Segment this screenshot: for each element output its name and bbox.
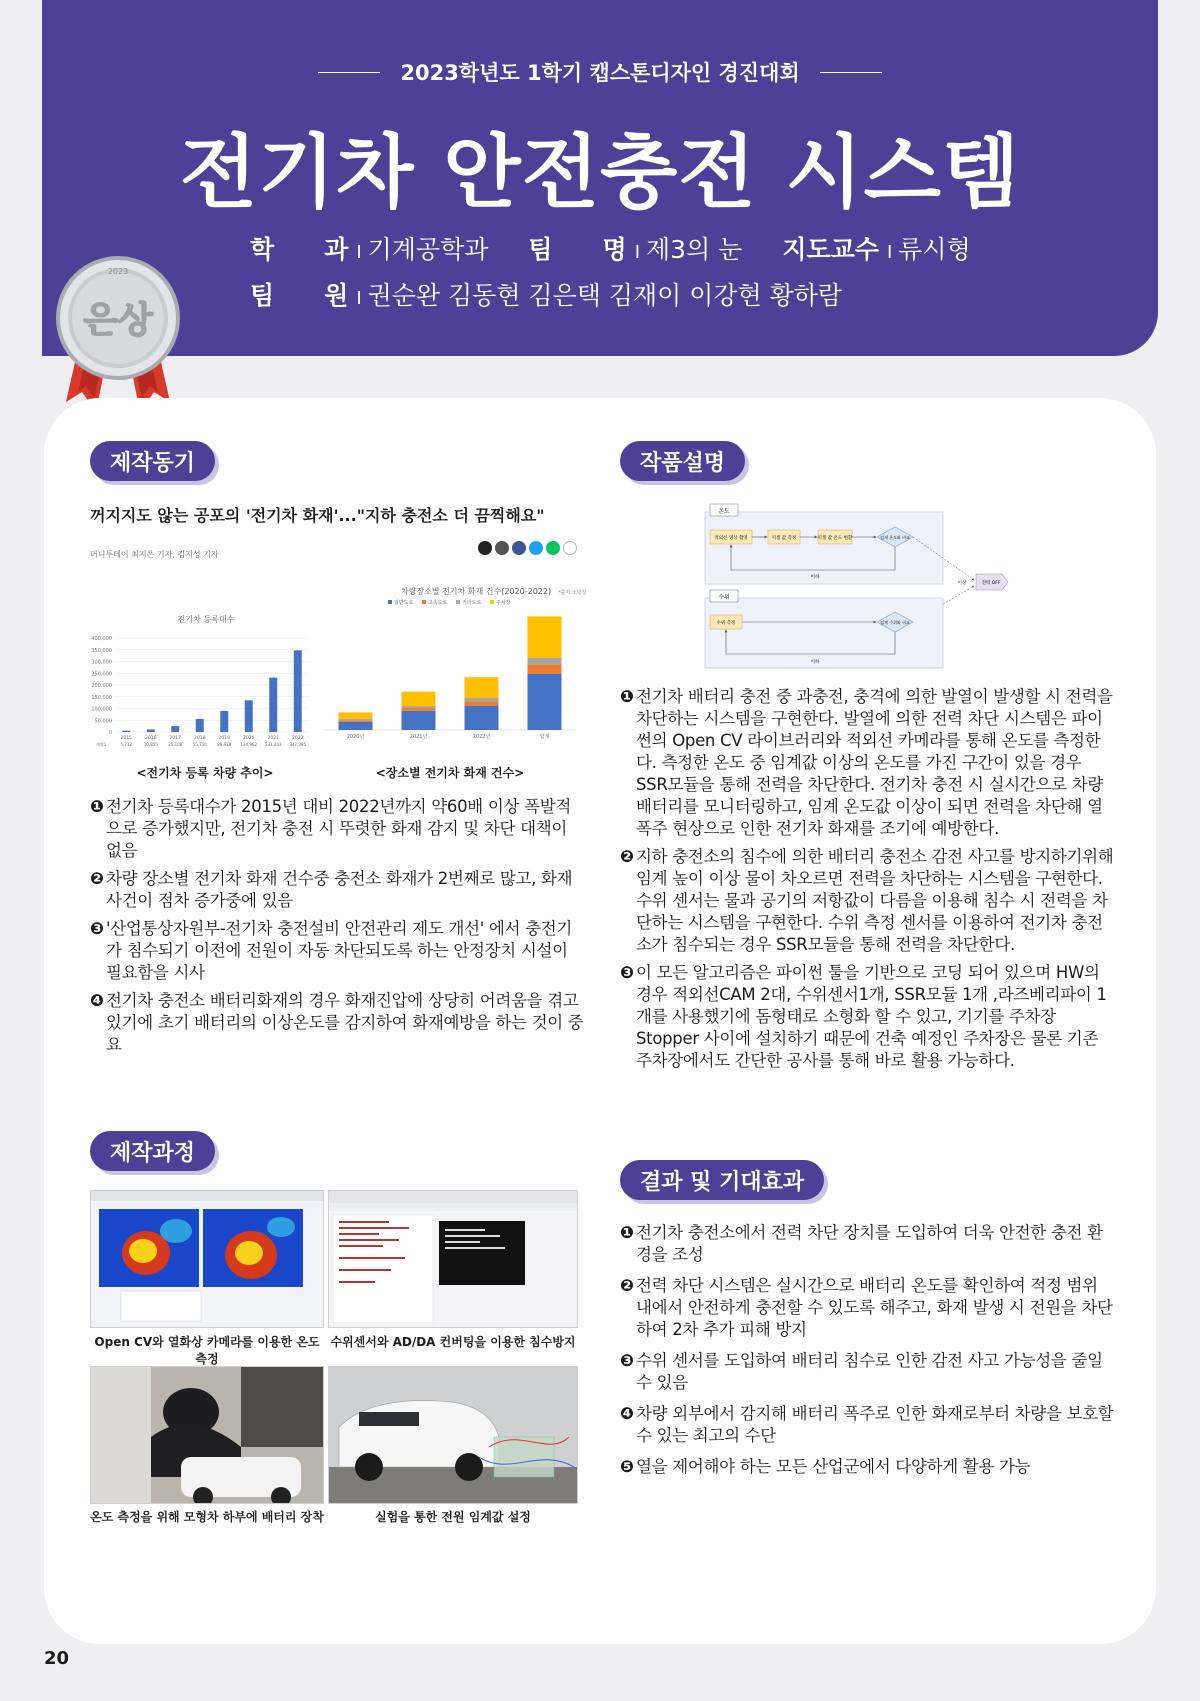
section-motivation-title: 제작동기 xyxy=(90,441,215,481)
y-tick-label: 300,000 xyxy=(91,659,112,666)
x-tick-label: 2021년 xyxy=(409,734,428,740)
x-tick-label: 2017 xyxy=(169,736,181,741)
advisor-value: 류시형 xyxy=(898,235,971,264)
stacked-bar-segment xyxy=(339,719,373,721)
stacked-bar-segment xyxy=(402,711,436,730)
x-tick-label: 2020년 xyxy=(346,734,365,740)
legend-swatch xyxy=(422,600,426,604)
motivation-item: ❶ 전기차 등록대수가 2015년 대비 2022년까지 약60배 이상 폭발적 으로 증가했지만, 전기차 충전 시 뚜렷한 화재 감지 및 차단 대책이 없음 xyxy=(90,797,572,860)
chart1-title: 전기차 등록대수 xyxy=(177,615,235,624)
results-item: ❷ 전력 차단 시스템은 실시간으로 배터리 온도를 확인하여 적정 범위 내에서 안전하게 충전할 수 있도록 해주고, 화재 발생 시 전원을 차단하여 2차 추가 피해 방지 xyxy=(620,1276,1113,1339)
svg-text:온도: 온도 xyxy=(718,508,730,515)
results-item: ❺ 열을 제어해야 하는 모든 산업군에서 다양하게 활용 가능 xyxy=(620,1457,1031,1476)
svg-text:임계 수위와 비교: 임계 수위와 비교 xyxy=(880,620,910,625)
members-label: 팀 원 xyxy=(250,281,349,310)
stacked-bar-segment xyxy=(465,701,499,706)
process-caption: 실험을 통한 전원 임계값 설정 xyxy=(375,1510,531,1524)
share-icons xyxy=(478,541,577,555)
data-label: 347,395 xyxy=(289,742,307,747)
data-label: 89,918 xyxy=(217,742,232,747)
results-item: ❹ 차량 외부에서 감지해 배터리 폭주로 인한 화재로부터 차량을 보호할 수 있는 최고의 수단 xyxy=(620,1404,1114,1445)
x-tick-label: 2020 xyxy=(243,736,255,741)
data-label: 55,756 xyxy=(192,742,207,747)
twitter-icon xyxy=(529,541,543,555)
svg-text:픽셀 값 온도 변환: 픽셀 값 온도 변환 xyxy=(817,536,853,541)
team-value: 제3의 눈 xyxy=(646,235,743,264)
y-tick-label: 350,000 xyxy=(91,647,112,654)
motivation-item: ❸ '산업통상자원부-전기차 충전설비 안전관리 제도 개선' 에서 충전기가 침수되기 이전에 전원이 자동 차단되도록 하는 안정장치 시설이 필요함을 시사 xyxy=(90,919,573,982)
description-list xyxy=(620,686,1114,1078)
news-charts xyxy=(88,580,590,750)
chart2-title: 차량장소별 전기차 화재 건수(2020-2022) xyxy=(400,587,552,596)
stacked-bar-segment xyxy=(465,698,499,701)
y-tick-label: 400,000 xyxy=(91,636,112,642)
news-headline: 꺼지지도 않는 공포의 '전기차 화재'..."지하 충전소 더 끔찍해요" xyxy=(90,506,545,525)
chart2-caption: <장소별 전기차 화재 건수> xyxy=(375,766,525,780)
stacked-bar-segment xyxy=(402,706,436,708)
svg-text:이상: 이상 xyxy=(957,581,967,586)
legend-swatch xyxy=(388,600,392,604)
x-tick-label: 2022 xyxy=(292,736,304,741)
silver-medal-icon xyxy=(52,252,184,416)
svg-text:적외선 영상 촬영: 적외선 영상 촬영 xyxy=(714,536,748,541)
svg-text:이하: 이하 xyxy=(810,575,820,580)
facebook-icon xyxy=(512,541,526,555)
results-item: ❶ 전기차 충전소에서 전력 차단 장치를 도입하여 더욱 안전한 충전 환경을 조성 xyxy=(620,1223,1103,1264)
x-tick-label: 2016 xyxy=(145,736,157,741)
bar xyxy=(196,719,204,732)
chart1-caption: <전기차 등록 차량 추이> xyxy=(136,766,274,780)
process-caption: 온도 측정을 위해 모형차 하부에 배터리 장착 xyxy=(90,1510,324,1524)
svg-text:2023: 2023 xyxy=(107,267,129,276)
news-source: 머니투데이 최지은 기자, 김지성 기자 xyxy=(90,550,219,559)
separator: I xyxy=(356,288,362,309)
x-tick-label: 2021 xyxy=(267,736,279,741)
y-tick-label: 250,000 xyxy=(91,671,112,678)
svg-text:수위: 수위 xyxy=(718,594,730,601)
page-number: 20 xyxy=(44,1648,70,1669)
more-icon xyxy=(563,541,577,555)
bar xyxy=(294,650,302,732)
svg-text:이하: 이하 xyxy=(810,660,820,665)
results-item: ❸ 수위 센서를 도입하여 배터리 침수로 인한 감전 사고 가능성을 줄일 수 있음 xyxy=(620,1351,1103,1392)
description-item: ❷ 지하 충전소의 침수에 의한 배터리 충전소 감전 사고를 방지하기위해 임계 높이 이상 물이 차오르면 전력을 차단하는 시스템을 구현한다. 수위 센서는 물과 공기의 저항값이 다름을 이용해 침수 시 전력을 차단하는 시스템을 구현한다. 수위 측정 센서를 이용하여 전기차 충전소가 침수되는 경우 SSR모듈을 통해 전력을 차단한다. xyxy=(620,847,1114,954)
x-tick-label: 2018 xyxy=(194,736,206,741)
members-value: 권순완 김동현 김은택 김재이 이강현 황하람 xyxy=(367,281,843,310)
legend-label: 주차장 xyxy=(496,600,511,606)
stacked-bar-segment xyxy=(339,720,373,722)
charts-svg xyxy=(88,580,590,750)
stacked-bar-segment xyxy=(528,674,562,730)
x-tick-label: 2022년 xyxy=(472,734,491,740)
separator: I xyxy=(356,242,362,263)
stacked-bar-segment xyxy=(339,712,373,718)
motivation-list xyxy=(90,796,586,1062)
svg-text:수위 측정: 수위 측정 xyxy=(716,621,736,626)
stacked-bar-segment xyxy=(528,616,562,658)
y-tick-label: 100,000 xyxy=(91,706,112,713)
share-comment-icon xyxy=(495,541,509,555)
advisor-label: 지도교수 xyxy=(782,235,879,264)
meta-row-2 xyxy=(250,276,882,312)
stacked-bar-segment xyxy=(465,706,499,730)
bar xyxy=(122,731,130,732)
series-label: 계열1 xyxy=(96,742,107,747)
x-tick-label: 2015 xyxy=(120,736,132,741)
legend-label: 기타도로 xyxy=(462,600,482,606)
stacked-bar-segment xyxy=(465,677,499,698)
description-item: ❶ 전기차 배터리 충전 중 과충전, 충격에 의한 발열이 발생할 시 전력을 차단하는 시스템을 구현한다. 발열에 의한 전력 차단 시스템은 파이썬의 Open CV 라이브러리와 적외선 카메라를 통해 온도를 측정한다. 측정한 온도 중 임계값 이상의 온도를 가진 구간이 있을 경우 SSR모듈을 통해 전력을 차단한다. 전기차 충전 시 실시간으로 차량 배터리를 모니터링하고, 임계 온도값 이상이 되면 전력을 차단해 열폭주 현상으로 인한 전기차 화재를 조기에 예방한다. xyxy=(620,687,1113,838)
chart2-source: *출처:소방청 xyxy=(558,590,587,596)
data-label: 25,108 xyxy=(168,742,183,747)
battery-mount-photo xyxy=(90,1366,324,1504)
svg-text:은상: 은상 xyxy=(83,300,153,341)
stacked-bar-segment xyxy=(528,658,562,664)
process-caption: Open CV와 열화상 카메라를 이용한 온도측정 xyxy=(94,1335,320,1366)
y-tick-label: 200,000 xyxy=(91,683,112,689)
thermal-screenshot-image xyxy=(90,1190,324,1328)
section-description-title: 작품설명 xyxy=(620,441,745,481)
y-tick-label: 0 xyxy=(108,730,112,736)
bar xyxy=(269,678,277,732)
bar xyxy=(171,726,179,732)
data-label: 5,712 xyxy=(120,742,132,747)
data-label: 231,443 xyxy=(264,742,282,747)
contest-title-row xyxy=(42,57,1158,87)
description-item: ❸ 이 모든 알고리즘은 파이썬 툴을 기반으로 코딩 되어 있으며 HW의 경우 적외선CAM 2대, 수위센서1개, SSR모듈 1개 ,라즈베리파이 1개를 사용했기에 돔형태로 소형화 할 수 있고, 기기를 주차장 Stopper 사이에 설치하기 때문에 건축 예정인 주차장은 물론 기존 주차장에서도 간단한 공사를 통해 바로 활용 가능하다. xyxy=(620,963,1107,1070)
motivation-item: ❹ 전기차 충전소 배터리화재의 경우 화재진압에 상당히 어려움을 겪고 있기에 초기 배터리의 이상온도를 감지하여 화재예방을 하는 것이 중요 xyxy=(90,991,584,1054)
y-tick-label: 50,000 xyxy=(94,718,112,725)
separator: I xyxy=(886,242,893,263)
bar xyxy=(245,700,253,732)
right-rule xyxy=(820,72,882,73)
legend-swatch xyxy=(456,600,460,604)
naver-icon xyxy=(546,541,560,555)
flow-diagram xyxy=(700,502,1030,672)
svg-text:픽셀 값 측정: 픽셀 값 측정 xyxy=(771,536,797,541)
stacked-bar-segment xyxy=(402,708,436,711)
stacked-bar-segment xyxy=(339,722,373,730)
meta-row-1 xyxy=(250,230,1011,266)
svg-text:임계 온도와 비교: 임계 온도와 비교 xyxy=(880,535,910,540)
left-rule xyxy=(318,72,380,73)
legend-swatch xyxy=(490,600,494,604)
svg-text:전력 OFF: 전력 OFF xyxy=(981,581,1001,586)
results-list xyxy=(620,1222,1114,1487)
y-tick-label: 150,000 xyxy=(91,694,112,701)
x-tick-label: 합계 xyxy=(539,734,550,740)
section-process-title: 제작과정 xyxy=(90,1131,215,1171)
process-caption: 수위센서와 AD/DA 컨버팅을 이용한 침수방지 xyxy=(330,1335,576,1349)
bar xyxy=(147,729,155,732)
header-banner xyxy=(42,0,1158,356)
section-results-title: 결과 및 기대효과 xyxy=(620,1160,824,1200)
legend-label: 고속도로 xyxy=(428,600,448,606)
stacked-bar-segment xyxy=(528,664,562,674)
stacked-bar-segment xyxy=(402,692,436,706)
dept-value: 기계공학과 xyxy=(367,235,489,264)
motivation-item: ❷ 차량 장소별 전기차 화재 건수중 충전소 화재가 2번째로 많고, 화재 사건이 점차 증가중에 있음 xyxy=(90,869,573,910)
code-screenshot-image xyxy=(328,1190,578,1328)
contest-title: 2023학년도 1학기 캡스톤디자인 경진대회 xyxy=(400,61,800,85)
x-tick-label: 2019 xyxy=(218,736,230,741)
team-label: 팀 명 xyxy=(528,235,627,264)
threshold-test-photo xyxy=(328,1366,578,1504)
share-chat-icon xyxy=(478,541,492,555)
data-label: 10,855 xyxy=(143,742,158,747)
dept-label: 학 과 xyxy=(250,235,349,264)
separator: I xyxy=(634,242,641,263)
data-label: 134,962 xyxy=(240,742,258,747)
bar xyxy=(220,711,228,732)
project-title: 전기차 안전충전 시스템 xyxy=(179,126,1021,219)
legend-label: 일반도로 xyxy=(394,600,414,606)
